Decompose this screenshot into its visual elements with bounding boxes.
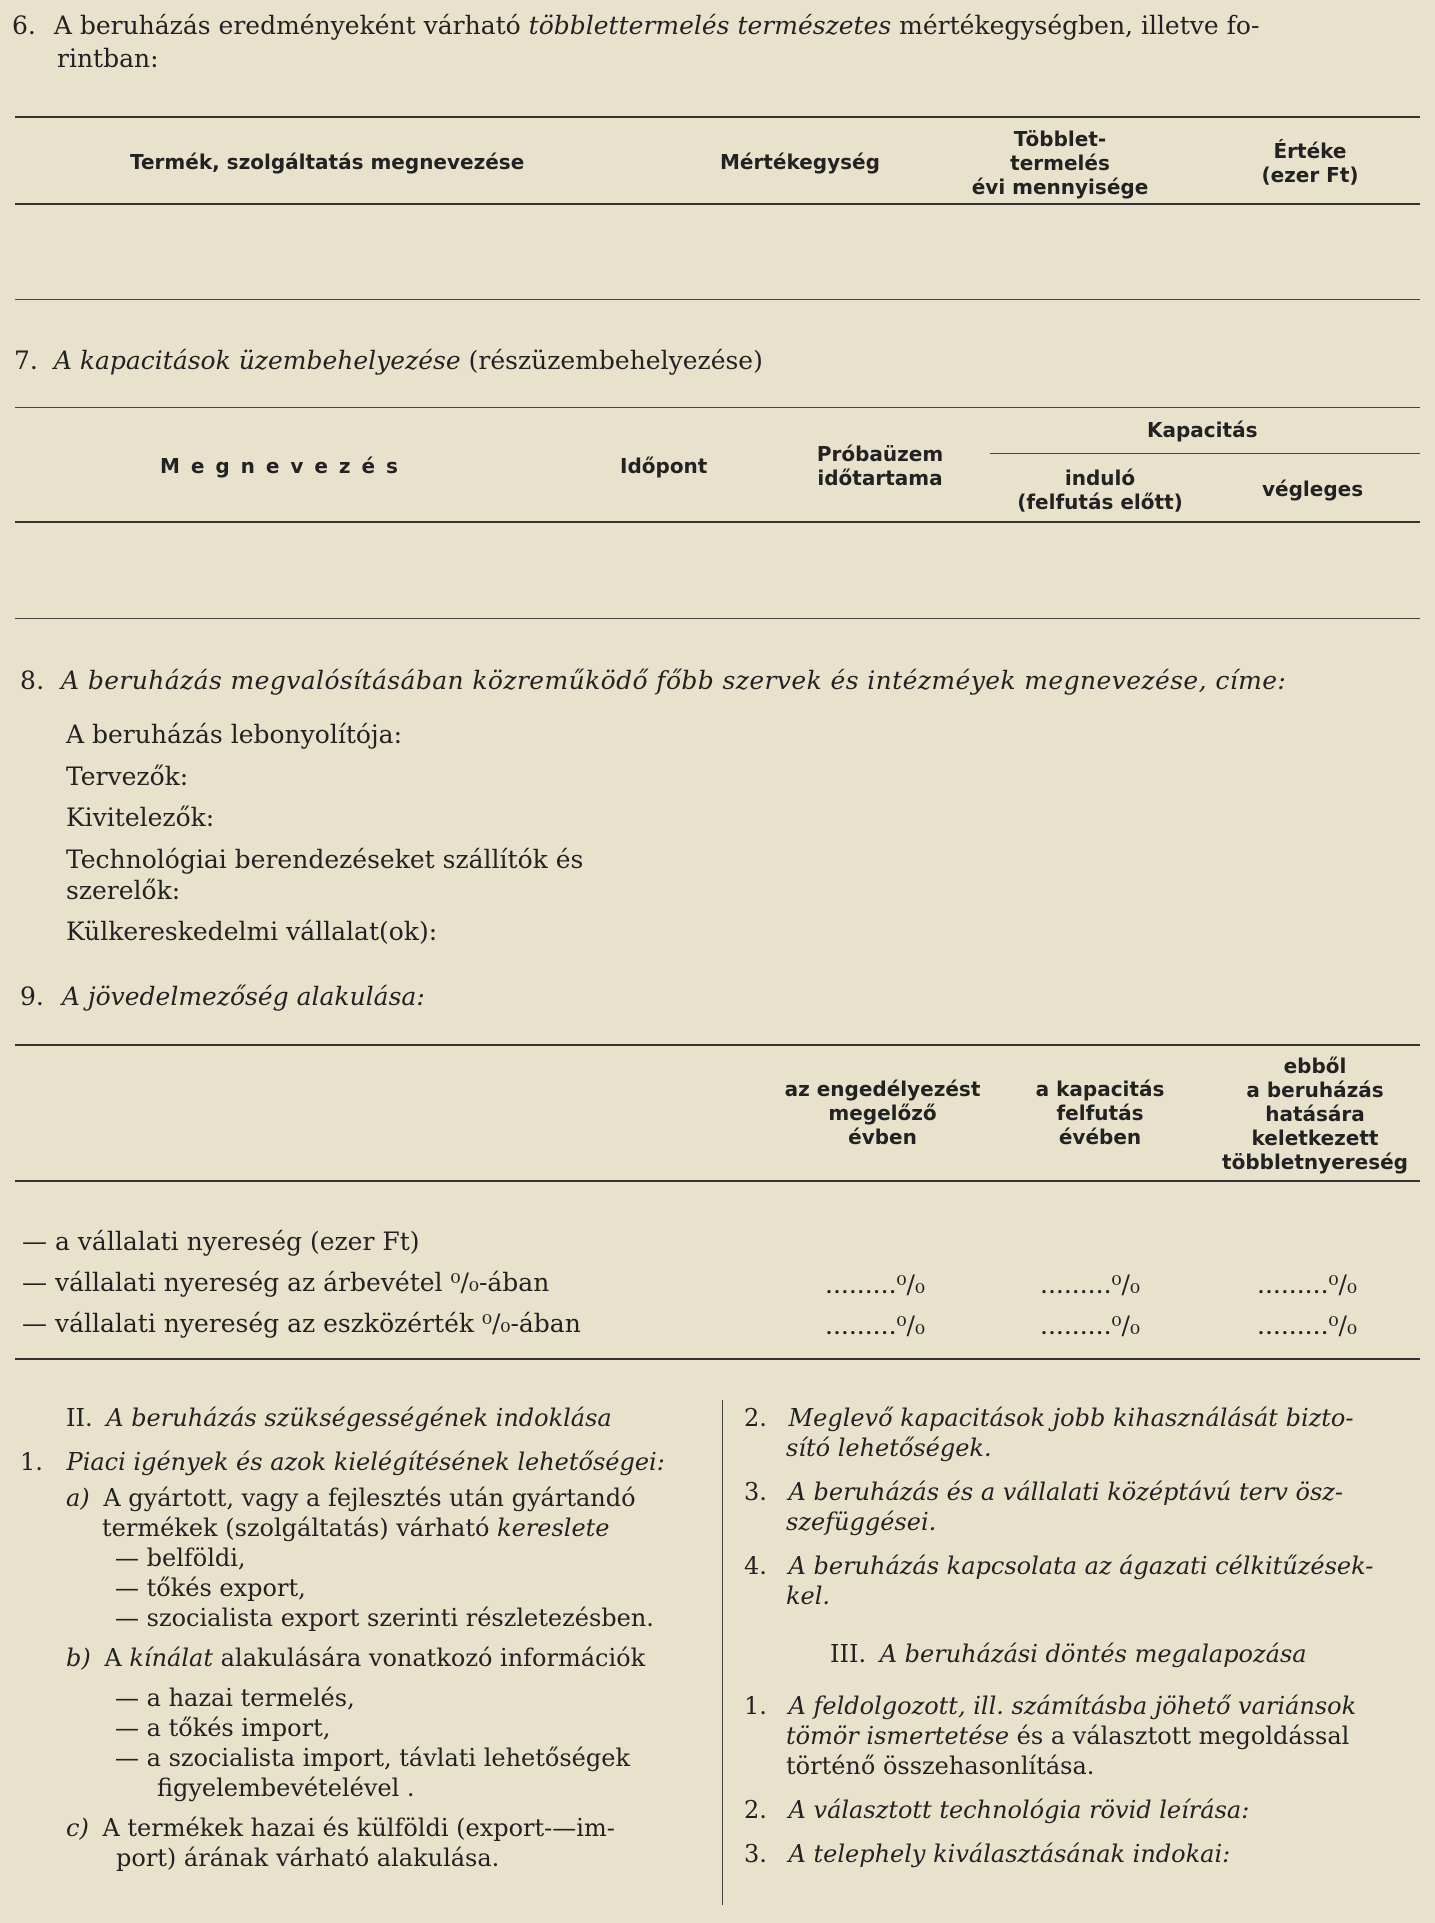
item-3-number: 3. (744, 1478, 767, 1506)
section-6-text-b: mértékegységben, illetve fo- (891, 11, 1260, 40)
section-7-number: 7. (14, 346, 38, 375)
table9-row-assets-v3: .........⁰/₀ (1257, 1311, 1357, 1340)
table6-header-unit: Mértékegység (720, 150, 880, 174)
table7-header-final: végleges (1262, 477, 1364, 501)
item-c-line2: port) árának várható alakulása. (116, 1844, 500, 1872)
section-9-number: 9. (20, 982, 44, 1011)
table6-header-qty: Többlet- termelés évi mennyisége (971, 127, 1149, 199)
table9-header-extra: ebből a beruházás hatására keletkezett többletnyereség (1222, 1054, 1408, 1174)
table7-header-initial: induló (felfutás előtt) (1017, 466, 1183, 514)
section-6-heading (12, 10, 1412, 42)
table9-row-assets-v1: .........⁰/₀ (825, 1311, 925, 1340)
right-column (744, 1403, 1424, 1869)
section-9-title: A jövedelmezőség alakulása: (61, 982, 425, 1011)
item-b-text-b: alakulására vonatkozó információk (212, 1644, 646, 1672)
item-iii-1-number: 1. (744, 1692, 767, 1720)
table9-row-revenue-v1: .........⁰/₀ (825, 1270, 925, 1299)
table6-header-rule (15, 203, 1420, 205)
left-column (20, 1403, 710, 1873)
item-4-line2: kel. (786, 1582, 831, 1610)
item-iii-2-number: 2. (744, 1796, 767, 1824)
item-a-domestic: — belföldi, (115, 1544, 246, 1572)
item-b-text-i: kínálat (129, 1644, 213, 1672)
section-6-text-a: A beruházás eredményeként várható (53, 11, 529, 40)
table7-capacity-rule (990, 453, 1420, 454)
table9-row-revenue-v2: .........⁰/₀ (1040, 1270, 1140, 1299)
item-4-number: 4. (744, 1552, 767, 1580)
item-b-socialist-import-cont: figyelembevételével . (157, 1774, 415, 1802)
table6-top-rule (15, 116, 1420, 118)
table7-header-name: M e g n e v e z é s (160, 454, 400, 478)
section-9-heading (20, 982, 425, 1011)
table7-header-rule (15, 521, 1420, 523)
item-b-capitalist-import: — a tőkés import, (115, 1714, 331, 1742)
section-6-text-italic: többlettermelés természetes (528, 11, 892, 40)
item-iii-1-line2 (786, 1721, 1424, 1751)
item-1-number: 1. (20, 1448, 43, 1476)
section-8-item-suppliers-cont: szerelők: (66, 876, 181, 905)
section-6-heading-cont: rintban: (57, 44, 159, 73)
part-ii-number: II. (66, 1404, 93, 1432)
item-1-text: Piaci igények és azok kielégítésének lehetőségei: (66, 1448, 665, 1476)
item-c-text1: A termékek hazai és külföldi (export-—im- (102, 1814, 615, 1842)
part-ii-title: A beruházás szükségességének indoklása (106, 1404, 612, 1432)
section-8-title: A beruházás megvalósításában közreműködő főbb szervek és intézméyek megnevezése, címe: (61, 666, 1287, 695)
table7-header-capacity: Kapacitás (1147, 418, 1258, 442)
item-iii-3-number: 3. (744, 1840, 767, 1868)
section-8-item-foreign-trade: Külkereskedelmi vállalat(ok): (66, 917, 438, 946)
section-7-title-rest: (részüzembehelyezése) (460, 346, 763, 375)
section-8-heading (20, 666, 1286, 695)
item-a-text2i: kereslete (497, 1514, 610, 1542)
table6-bottom-rule (15, 299, 1420, 300)
item-iii-3 (744, 1839, 1424, 1869)
table9-top-rule (15, 1044, 1420, 1046)
item-3-line2: szefüggései. (786, 1508, 937, 1536)
table9-row-revenue: — vállalati nyereség az árbevétel ⁰/₀-ában (22, 1268, 550, 1297)
item-b-socialist-import: — a szocialista import, távlati lehetőségek (115, 1744, 630, 1772)
item-4-sector (744, 1551, 1424, 1581)
item-a-capitalist-export: — tőkés export, (115, 1574, 306, 1602)
item-b-domestic-production: — a hazai termelés, (115, 1684, 355, 1712)
table9-row-revenue-v3: .........⁰/₀ (1257, 1270, 1357, 1299)
table9-row-assets: — vállalati nyereség az eszközérték ⁰/₀-ában (22, 1309, 581, 1338)
table7-header-trial: Próbaüzem időtartama (816, 442, 944, 490)
table9-header-before: az engedélyezést megelőző évben (784, 1077, 981, 1149)
table9-header-rampup: a kapacitás felfutás évében (1035, 1077, 1165, 1149)
item-c (66, 1813, 710, 1843)
table7-bottom-rule (15, 618, 1420, 619)
section-6-number: 6. (12, 11, 36, 40)
section-7-title-italic: A kapacitások üzembehelyezése (53, 346, 461, 375)
table9-header-rule (15, 1180, 1420, 1182)
item-3-plan (744, 1477, 1424, 1507)
part-iii-heading (830, 1639, 1424, 1669)
item-2-line2: sító lehetőségek. (786, 1434, 992, 1462)
part-iii-title: A beruházási döntés megalapozása (879, 1640, 1307, 1668)
item-b (66, 1643, 710, 1673)
item-a-text1: A gyártott, vagy a fejlesztés után gyártandó (103, 1484, 636, 1512)
item-iii-1-line1: A feldolgozott, ill. számításba jöhető variánsok (788, 1692, 1357, 1720)
table9-bottom-rule (15, 1358, 1420, 1360)
table6-header-product: Termék, szolgáltatás megnevezése (130, 150, 525, 174)
part-iii-number: III. (830, 1640, 867, 1668)
item-iii-1-line3: történő összehasonlítása. (786, 1752, 1095, 1780)
section-8-item-organizer: A beruházás lebonyolítója: (66, 720, 402, 749)
table9-row-profit: — a vállalati nyereség (ezer Ft) (22, 1227, 420, 1256)
item-iii-2 (744, 1795, 1424, 1825)
item-b-label: b) (66, 1644, 91, 1672)
section-8-number: 8. (20, 666, 45, 695)
section-8-item-suppliers: Technológiai berendezéseket szállítók és (66, 845, 584, 874)
item-3-line1: A beruházás és a vállalati középtávú terv ösz- (788, 1478, 1344, 1506)
item-2-capacity (744, 1403, 1424, 1433)
part-ii-heading (66, 1403, 710, 1433)
item-iii-1-line2b: és a választott megoldással (1009, 1722, 1350, 1750)
item-c-label: c) (66, 1814, 89, 1842)
item-iii-3-text: A telephely kiválasztásának indokai: (788, 1840, 1231, 1868)
item-2-number: 2. (744, 1404, 767, 1432)
column-separator (722, 1400, 723, 1905)
item-b-text-a: A (104, 1644, 130, 1672)
item-a-line2 (102, 1513, 710, 1543)
item-a-text2a: termékek (szolgáltatás) várható (102, 1514, 498, 1542)
item-a-label: a) (66, 1484, 90, 1512)
section-8-item-designers: Tervezők: (66, 762, 189, 791)
item-4-line1: A beruházás kapcsolata az ágazati célkitűzések- (788, 1552, 1374, 1580)
table7-header-date: Időpont (620, 454, 708, 478)
item-iii-1-line2a: tömör ismertetése (786, 1722, 1010, 1750)
item-2-line1: Meglevő kapacitások jobb kihasználását bizto- (788, 1404, 1354, 1432)
table9-row-assets-v2: .........⁰/₀ (1040, 1311, 1140, 1340)
item-a (66, 1483, 710, 1513)
item-a-socialist-export: — szocialista export szerinti részletezésben. (115, 1604, 654, 1632)
table6-header-value: Értéke (ezer Ft) (1261, 139, 1359, 187)
section-8-item-contractors: Kivitelezők: (66, 803, 215, 832)
item-iii-1 (744, 1691, 1424, 1721)
table7-top-rule (15, 407, 1420, 408)
section-7-heading (14, 346, 763, 375)
item-iii-2-text: A választott technológia rövid leírása: (788, 1796, 1250, 1824)
item-1-market (20, 1447, 710, 1477)
